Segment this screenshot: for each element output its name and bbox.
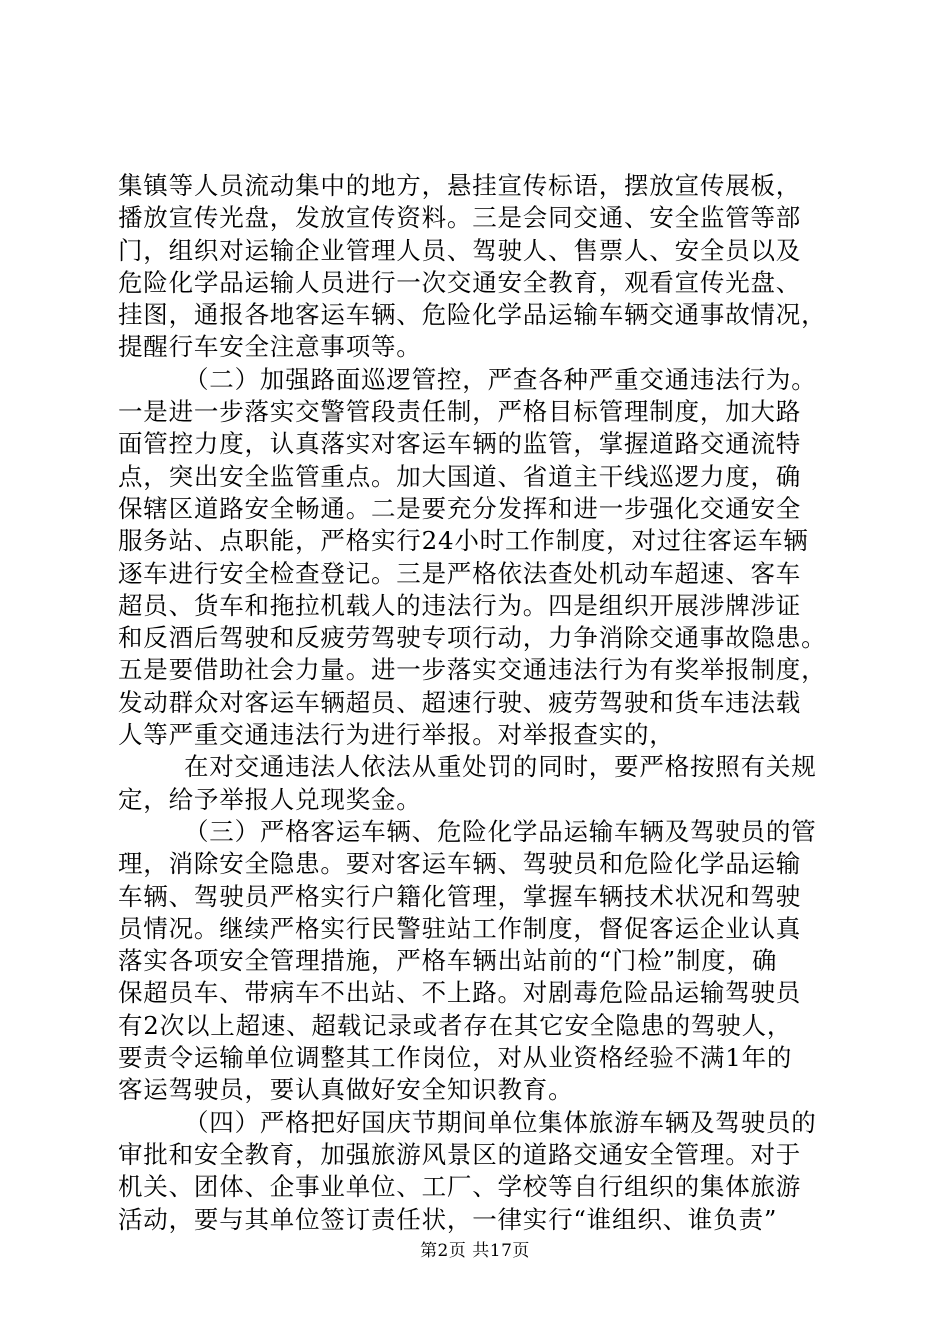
text-line: 活动，要与其单位签订责任状，一律实行“谁组织、谁负责” [118,1204,778,1234]
text-line: 机关、团体、企事业单位、工厂、学校等自行组织的集体旅游 [118,1172,802,1202]
text-line: 播放宣传光盘，发放宣传资料。三是会同交通、安全监管等部 [118,203,802,233]
text-line: 员情况。继续严格实行民警驻站工作制度，督促客运企业认真 [118,913,802,943]
text-line: 集镇等人员流动集中的地方，悬挂宣传标语，摆放宣传展板， [118,171,802,200]
text-line: 和反酒后驾驶和反疲劳驾驶专项行动，力争消除交通事故隐患。 [118,623,827,653]
page-footer: 第2页 共17页 [420,1241,530,1261]
text-line: 发动群众对客运车辆超员、超速行驶、疲劳驾驶和货车违法载 [118,687,802,717]
text-line: 定，给予举报人兑现奖金。 [118,784,422,814]
text-line: 提醒行车安全注意事项等。 [118,332,422,362]
text-line: 五是要借助社会力量。进一步落实交通违法行为有奖举报制度， [118,655,827,685]
text-line: 服务站、点职能，严格实行24小时工作制度，对过往客运车辆 [118,526,809,556]
text-line: 保辖区道路安全畅通。二是要充分发挥和进一步强化交通安全 [118,493,802,523]
text-line: （四）严格把好国庆节期间单位集体旅游车辆及驾驶员的 [184,1107,817,1137]
text-line: 客运驾驶员，要认真做好安全知识教育。 [118,1075,574,1105]
text-line: 要责令运输单位调整其工作岗位，对从业资格经验不满1年的 [118,1043,793,1073]
text-line: 门，组织对运输企业管理人员、驾驶人、售票人、安全员以及 [118,235,802,265]
document-body [118,170,838,1236]
text-line: （三）严格客运车辆、危险化学品运输车辆及驾驶员的管 [184,816,817,846]
text-line: 逐车进行安全检查登记。三是严格依法查处机动车超速、客车 [118,558,802,588]
text-line: 理，消除安全隐患。要对客运车辆、驾驶员和危险化学品运输 [118,849,802,879]
text-line: 保超员车、带病车不出站、不上路。对剧毒危险品运输驾驶员 [118,978,802,1008]
text-line: （二）加强路面巡逻管控，严查各种严重交通违法行为。 [184,364,817,394]
text-line: 挂图，通报各地客运车辆、危险化学品运输车辆交通事故情况， [118,300,827,330]
text-line: 审批和安全教育，加强旅游风景区的道路交通安全管理。对于 [118,1139,802,1169]
text-line: 在对交通违法人依法从重处罚的同时，要严格按照有关规 [184,752,817,782]
text-line: 点，突出安全监管重点。加大国道、省道主干线巡逻力度，确 [118,461,802,491]
text-line: 面管控力度，认真落实对客运车辆的监管，掌握道路交通流特 [118,429,802,459]
text-line: 车辆、驾驶员严格实行户籍化管理，掌握车辆技术状况和驾驶 [118,881,802,911]
text-line: 危险化学品运输人员进行一次交通安全教育，观看宣传光盘、 [118,267,802,297]
text-line: 落实各项安全管理措施，严格车辆出站前的“门检”制度，确 [118,946,778,976]
text-line: 超员、货车和拖拉机载人的违法行为。四是组织开展涉牌涉证 [118,590,802,620]
text-line: 人等严重交通违法行为进行举报。对举报查实的， [118,720,675,750]
text-line: 一是进一步落实交警管段责任制，严格目标管理制度，加大路 [118,397,802,427]
text-line: 有2次以上超速、超载记录或者存在其它安全隐患的驾驶人， [118,1010,793,1040]
